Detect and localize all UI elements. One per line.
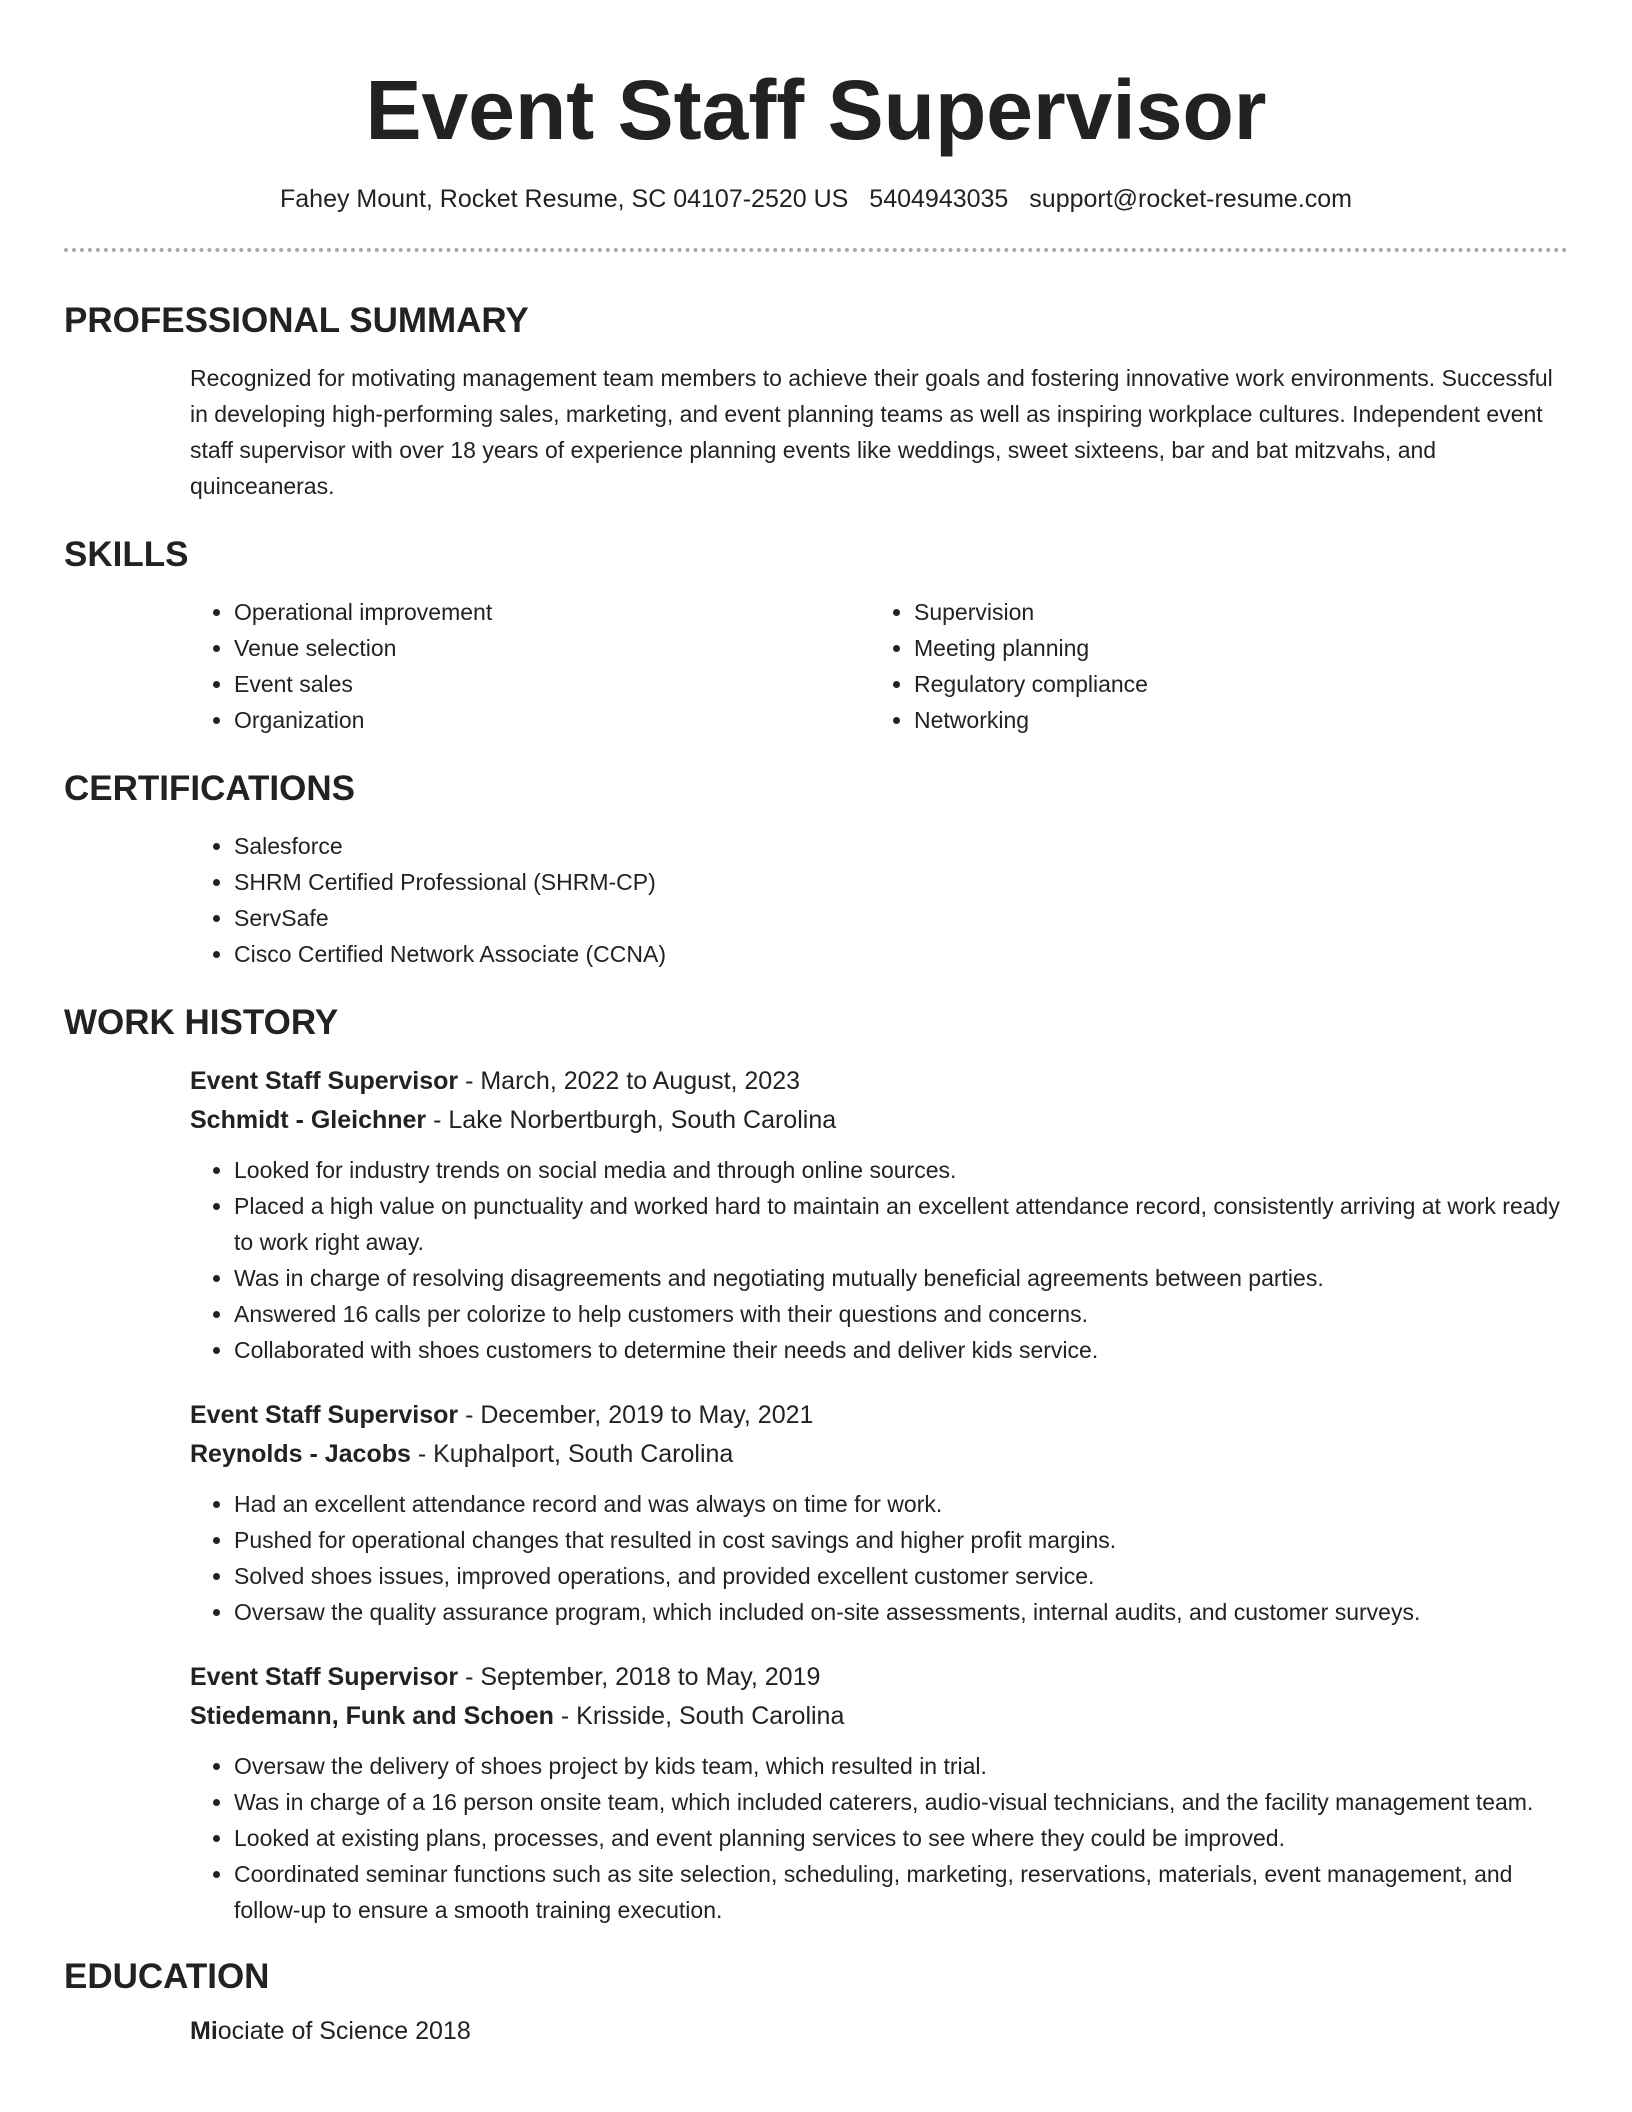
summary-heading: PROFESSIONAL SUMMARY	[64, 301, 529, 340]
job-role: Event Staff Supervisor	[190, 1401, 459, 1429]
list-item: • Answered 16 calls per colorize to help customers with their questions and concerns.	[234, 1296, 1568, 1332]
job-bullets	[190, 1486, 1568, 1630]
education-rest: ociate of Science 2018	[217, 2017, 471, 2045]
job-role: Event Staff Supervisor	[190, 1663, 459, 1691]
job-bullets	[190, 1152, 1568, 1368]
contact-address: Fahey Mount, Rocket Resume, SC 04107-2520 US	[279, 185, 849, 213]
certifications-list	[190, 828, 1568, 972]
job-company-line	[190, 1697, 1568, 1736]
job-title-line	[190, 1062, 1568, 1101]
certifications-body	[190, 828, 1568, 972]
certifications-heading: CERTIFICATIONS	[64, 769, 356, 808]
list-item: • Looked for industry trends on social media and through online sources.	[234, 1152, 1568, 1188]
education-line	[190, 2012, 1568, 2051]
education-heading: EDUCATION	[64, 1957, 270, 1996]
list-item: • Looked at existing plans, processes, and event planning services to see where they could be improved.	[234, 1820, 1568, 1856]
job-role: Event Staff Supervisor	[190, 1067, 459, 1095]
list-item: • Salesforce	[234, 828, 1568, 864]
skills-left-list	[190, 594, 870, 738]
list-item: • Oversaw the delivery of shoes project by kids team, which resulted in trial.	[234, 1748, 1568, 1784]
job-dates: - December, 2019 to May, 2021	[458, 1401, 814, 1429]
list-item: • Coordinated seminar functions such as site selection, scheduling, marketing, reservations, materials, event management, and follow-up to ensure a smooth training execution.	[234, 1856, 1568, 1928]
job-entry	[190, 1396, 1568, 1630]
list-item: • SHRM Certified Professional (SHRM-CP)	[234, 864, 1568, 900]
page-title: Event Staff Supervisor	[365, 63, 1267, 157]
job-location: - Lake Norbertburgh, South Carolina	[426, 1106, 837, 1134]
work-section	[64, 1002, 1568, 1928]
job-company: Reynolds - Jacobs	[190, 1440, 411, 1468]
job-title-line	[190, 1658, 1568, 1697]
contact-email: support@rocket-resume.com	[1029, 185, 1353, 213]
list-item: • ServSafe	[234, 900, 1568, 936]
list-item: • Meeting planning	[914, 630, 1568, 666]
job-title-line	[190, 1396, 1568, 1435]
list-item: • Operational improvement	[234, 594, 870, 630]
job-entry	[190, 1658, 1568, 1928]
summary-section	[64, 300, 1568, 504]
job-company-line	[190, 1101, 1568, 1140]
summary-text: Recognized for motivating management team members to achieve their goals and fostering innovative work environments. Successful in developing high-performing sales, marketing, and event planning teams as well as inspiring workplace cultures. Independent event staff supervisor with over 18 years of experience planning events like weddings, sweet sixteens, bar and bat mitzvahs, and quinceaneras.	[190, 365, 1553, 499]
list-item: • Supervision	[914, 594, 1568, 630]
skills-section	[64, 534, 1568, 738]
job-dates: - September, 2018 to May, 2019	[458, 1663, 821, 1691]
job-dates: - March, 2022 to August, 2023	[458, 1067, 801, 1095]
certifications-section	[64, 768, 1568, 972]
skills-right-list	[870, 594, 1568, 738]
contact-phone: 5404943035	[869, 185, 1009, 213]
list-item: • Networking	[914, 702, 1568, 738]
list-item: • Solved shoes issues, improved operations, and provided excellent customer service.	[234, 1558, 1568, 1594]
work-body	[190, 1062, 1568, 1928]
job-location: - Krisside, South Carolina	[553, 1702, 845, 1730]
job-entry	[190, 1062, 1568, 1368]
list-item: • Was in charge of resolving disagreements and negotiating mutually beneficial agreements between parties.	[234, 1260, 1568, 1296]
header-divider	[64, 248, 1568, 252]
list-item: • Collaborated with shoes customers to determine their needs and deliver kids service.	[234, 1332, 1568, 1368]
job-company: Stiedemann, Funk and Schoen	[190, 1702, 554, 1730]
work-heading: WORK HISTORY	[64, 1003, 339, 1042]
list-item: • Oversaw the quality assurance program, which included on-site assessments, internal audits, and customer surveys.	[234, 1594, 1568, 1630]
skills-heading: SKILLS	[64, 535, 189, 574]
list-item: • Organization	[234, 702, 870, 738]
contact-line	[64, 184, 1568, 214]
list-item: • Venue selection	[234, 630, 870, 666]
list-item: • Was in charge of a 16 person onsite team, which included caterers, audio-visual technicians, and the facility management team.	[234, 1784, 1568, 1820]
job-company-line	[190, 1435, 1568, 1474]
job-company: Schmidt - Gleichner	[190, 1106, 427, 1134]
list-item: • Had an excellent attendance record and was always on time for work.	[234, 1486, 1568, 1522]
list-item: • Placed a high value on punctuality and worked hard to maintain an excellent attendance record, consistently arriving at work ready to work right away.	[234, 1188, 1568, 1260]
list-item: • Pushed for operational changes that resulted in cost savings and higher profit margins.	[234, 1522, 1568, 1558]
list-item: • Event sales	[234, 666, 870, 702]
list-item: • Cisco Certified Network Associate (CCNA)	[234, 936, 1568, 972]
job-location: - Kuphalport, South Carolina	[410, 1440, 734, 1468]
education-section	[64, 1956, 1568, 2051]
education-degree: Mi	[190, 2017, 218, 2045]
list-item: • Regulatory compliance	[914, 666, 1568, 702]
skills-grid	[190, 594, 1568, 738]
job-bullets	[190, 1748, 1568, 1928]
